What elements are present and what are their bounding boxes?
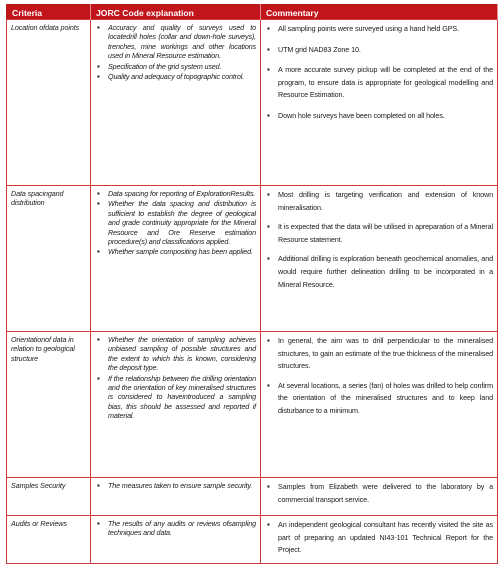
commentary-item: ▪ UTM grid NAD83 Zone 10. — [265, 44, 493, 57]
table-row — [7, 332, 498, 478]
explanation-cell — [91, 332, 261, 478]
criteria-cell: Samples Security — [7, 478, 91, 516]
jorc-table — [6, 4, 498, 564]
table-row — [7, 20, 498, 186]
commentary-item: ▪ At several locations, a series (fan) of holes was drilled to help confirm the orientation of the mineralised structures and to keep land disturbance to a minimum. — [265, 380, 493, 418]
header-criteria: Criteria — [7, 5, 91, 20]
explanation-item: ▪ Specification of the grid system used. — [95, 62, 256, 71]
header-row — [7, 5, 498, 20]
explanation-item: ▪ Quality and adequacy of topographic control. — [95, 72, 256, 81]
commentary-item: ▪ It is expected that the data will be utilised in apreparation of a Mineral Resource statement. — [265, 221, 493, 246]
commentary-cell — [261, 186, 498, 332]
commentary-item: ▪ Samples from Elizabeth were delivered to the laboratory by a commercial transport service. — [265, 481, 493, 506]
commentary-item: ▪ In general, the aim was to drill perpendicular to the mineralised structures, to gain an estimate of the true thickness of the mineralised structures. — [265, 335, 493, 373]
commentary-item: ▪ Down hole surveys have been completed on all holes. — [265, 110, 493, 123]
table-row — [7, 478, 498, 516]
header-commentary: Commentary — [261, 5, 498, 20]
commentary-cell — [261, 20, 498, 186]
criteria-cell: Location ofdata points — [7, 20, 91, 186]
table-row — [7, 186, 498, 332]
commentary-item: ▪ A more accurate survey pickup will be completed at the end of the program, to ensure data is appropriate for geological modelling and Resource Estimation. — [265, 64, 493, 102]
criteria-cell: Audits or Reviews — [7, 516, 91, 564]
explanation-item: ▪ The results of any audits or reviews ofsampling techniques and data. — [95, 519, 256, 538]
commentary-cell — [261, 478, 498, 516]
criteria-cell: Data spacingand distribution — [7, 186, 91, 332]
explanation-item: ▪ If the relationship between the drilling orientation and the orientation of key mineralised structures is considered to haveintroduced a sampling bias, this should be assessed and reported if material. — [95, 374, 256, 421]
explanation-cell — [91, 478, 261, 516]
explanation-cell — [91, 186, 261, 332]
explanation-item: ▪ The measures taken to ensure sample security. — [95, 481, 256, 490]
table-row — [7, 516, 498, 564]
explanation-item: ▪ Data spacing for reporting of ExplorationResults. — [95, 189, 256, 198]
header-explanation: JORC Code explanation — [91, 5, 261, 20]
commentary-cell — [261, 516, 498, 564]
commentary-item: ▪ Additional drilling is exploration beneath geochemical anomalies, and would require further delineation drilling to be incorporated in a Mineral Resource. — [265, 253, 493, 291]
commentary-item: ▪ An independent geological consultant has recently visited the site as part of preparing an updated NI43-101 Technical Report for the Project. — [265, 519, 493, 557]
explanation-item: ▪ Whether the data spacing and distribution is sufficient to establish the degree of geological and grade continuity appropriate for the Mineral Resource and Ore Reserve estimation procedure(s) and classifications applied. — [95, 199, 256, 246]
commentary-item: ▪ Most drilling is targeting verification and extension of known mineralisation. — [265, 189, 493, 214]
criteria-cell: Orientationof data in relation to geological structure — [7, 332, 91, 478]
explanation-cell — [91, 516, 261, 564]
explanation-item: ▪ Accuracy and quality of surveys used to locatedrill holes (collar and down-hole surveys), trenches, mine workings and other locations used in Mineral Resource estimation. — [95, 23, 256, 61]
commentary-cell — [261, 332, 498, 478]
explanation-cell — [91, 20, 261, 186]
explanation-item: ▪ Whether sample compositing has been applied. — [95, 247, 256, 256]
commentary-item: ▪ All sampling points were surveyed using a hand held GPS. — [265, 23, 493, 36]
explanation-item: ▪ Whether the orientation of sampling achieves unbiased sampling of possible structures and the extent to which this is known, considering the deposit type. — [95, 335, 256, 373]
